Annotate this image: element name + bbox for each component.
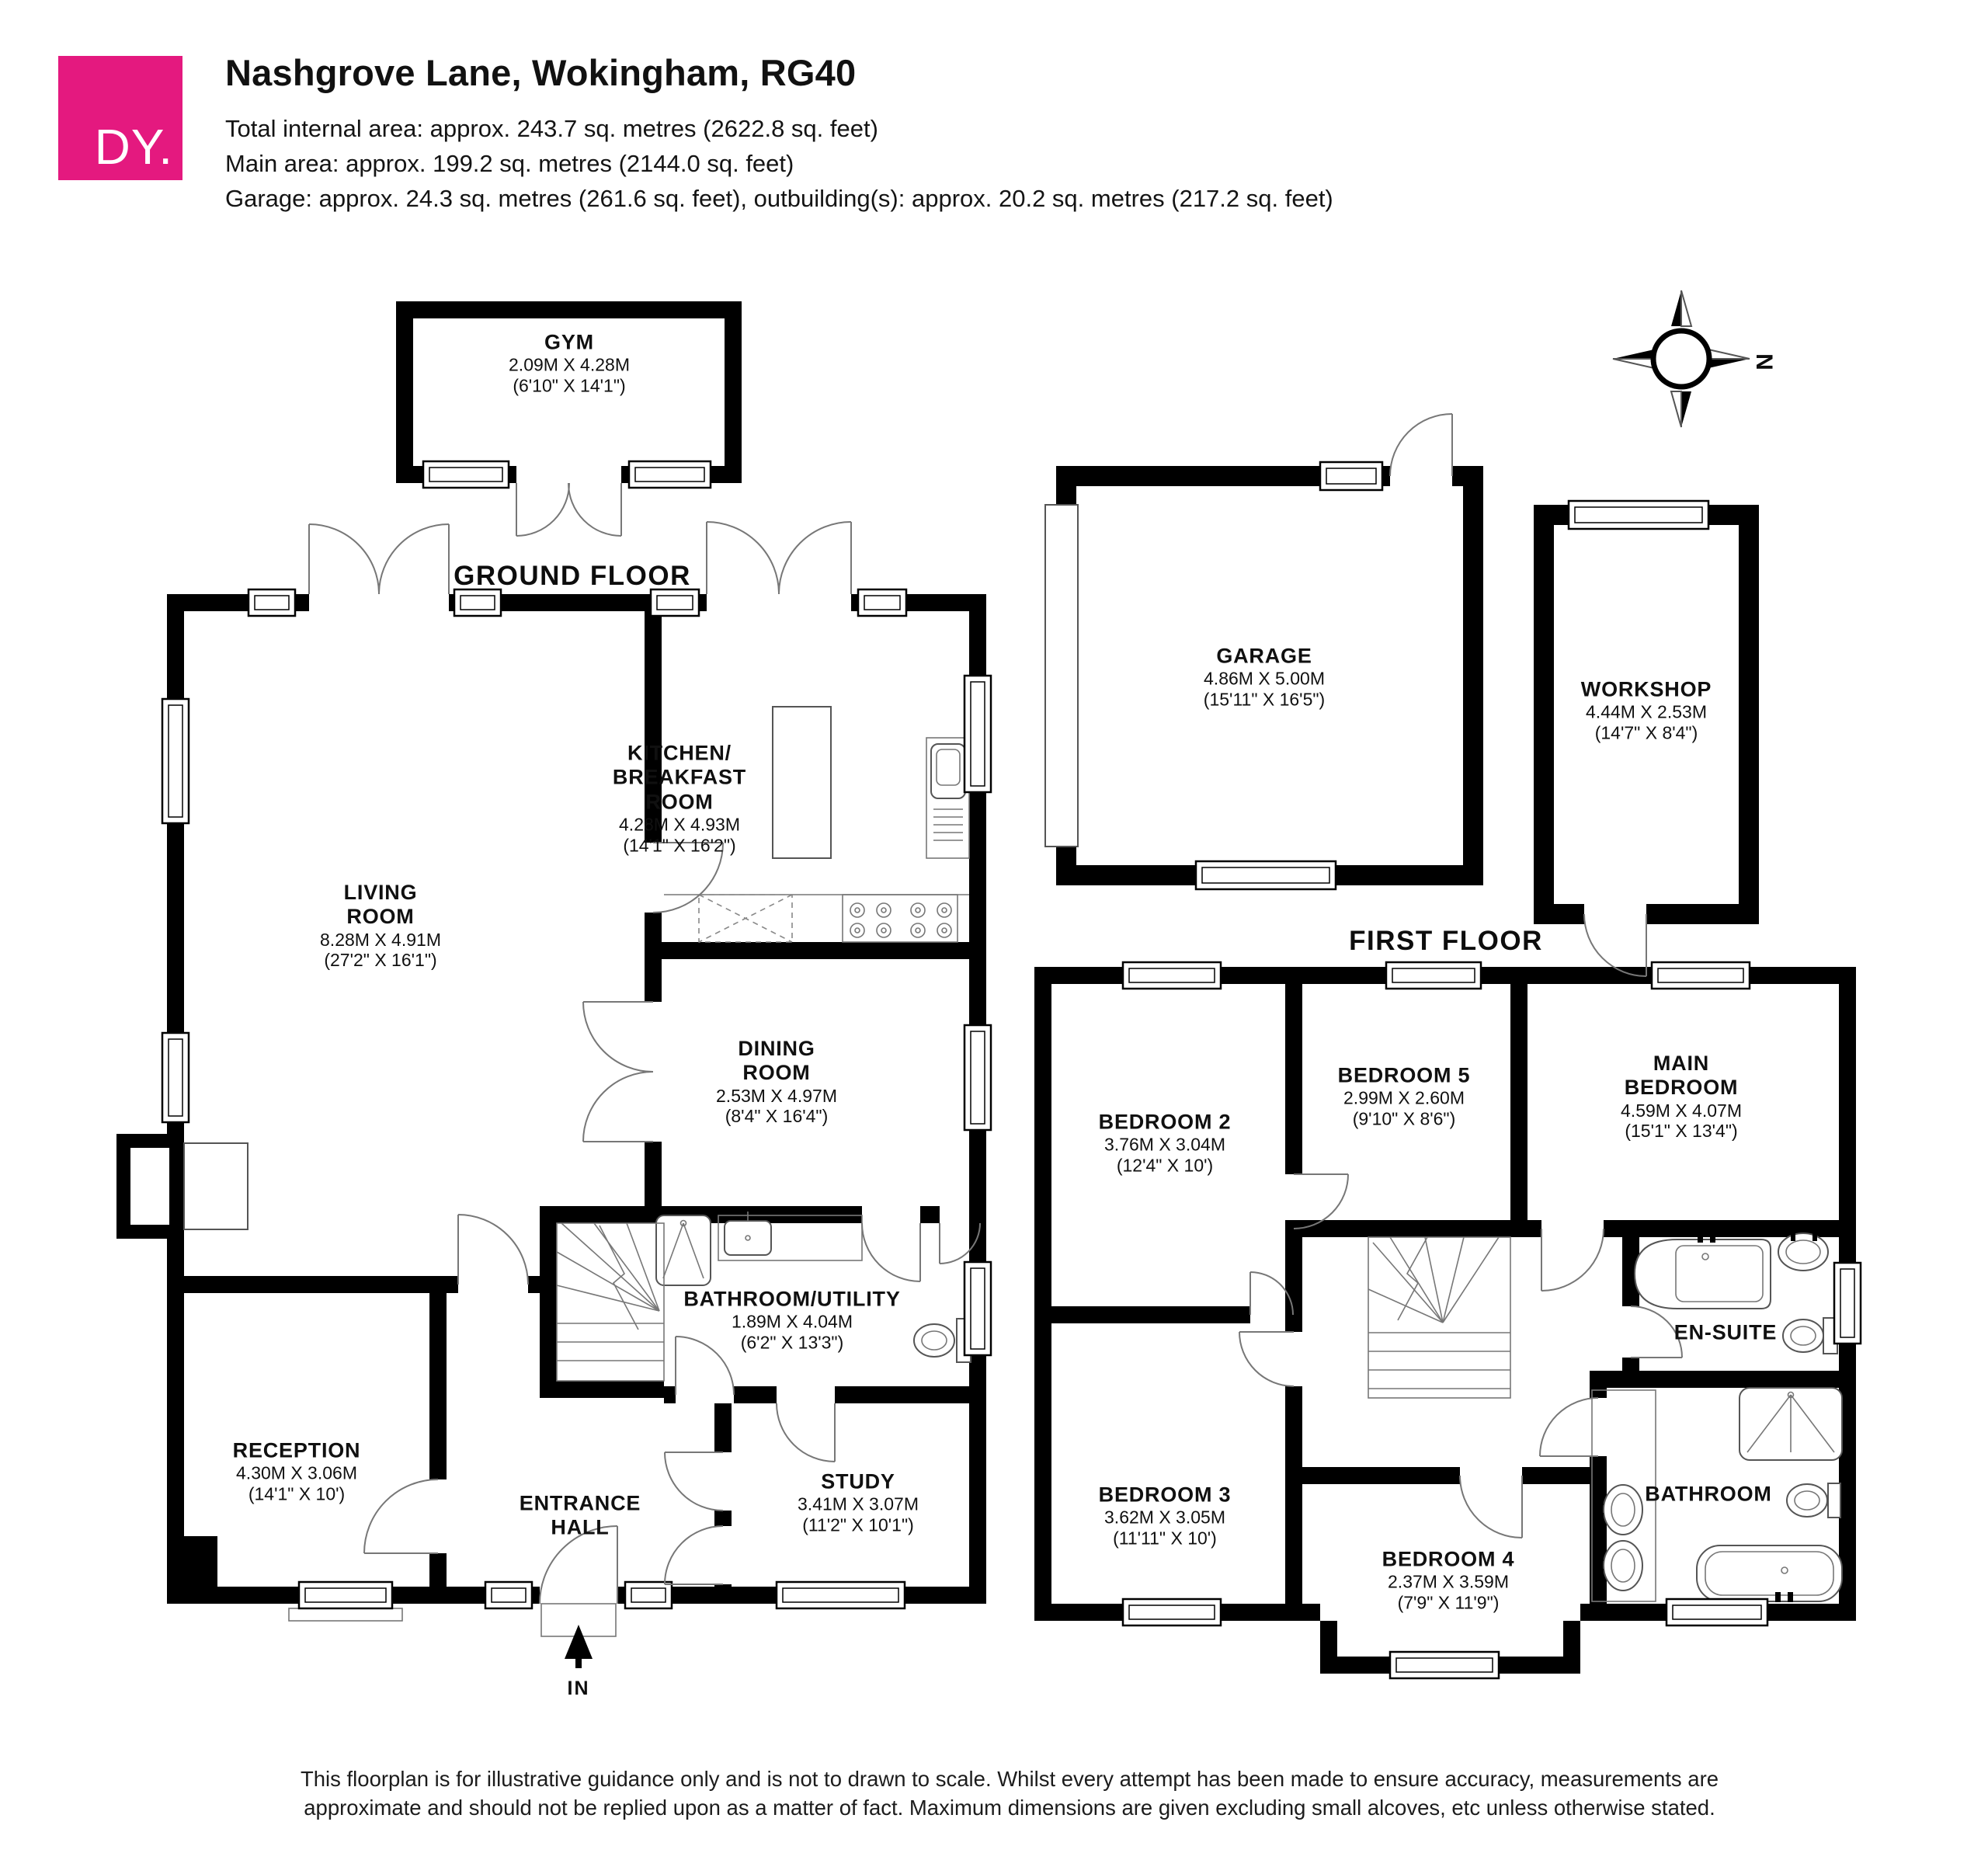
room-name: MAIN	[1653, 1052, 1710, 1076]
door-swing	[516, 483, 569, 536]
fireplace-hearth	[184, 1143, 248, 1229]
wall-segment	[969, 792, 986, 1025]
wall-segment	[1839, 984, 1856, 1263]
wall-segment	[1510, 984, 1527, 1237]
room-label-main-bedroom	[1621, 1052, 1742, 1142]
room-metric: 3.41M X 3.07M	[798, 1493, 919, 1514]
window	[162, 1033, 189, 1122]
wall-segment	[645, 913, 662, 959]
wall-segment	[396, 301, 742, 318]
room-name: LIVING	[343, 881, 418, 905]
window	[1834, 1263, 1861, 1344]
entrance-in-label: IN	[567, 1678, 590, 1699]
room-label-reception	[233, 1439, 361, 1505]
room-name: ROOM	[346, 905, 415, 929]
entrance-arrow-icon	[565, 1625, 593, 1668]
wall-segment	[645, 1142, 662, 1206]
door-swing	[458, 1215, 528, 1285]
wall-segment	[1302, 1467, 1460, 1484]
wall-segment	[969, 611, 986, 676]
room-metric: 4.30M X 3.06M	[236, 1462, 357, 1483]
dishwasher	[699, 895, 792, 942]
room-imperial: (14'1" X 10')	[248, 1483, 346, 1504]
wall-segment	[1510, 1220, 1541, 1237]
window	[1123, 1599, 1221, 1625]
room-label-bedroom4	[1382, 1548, 1515, 1614]
room-imperial: (27'2" X 16'1")	[324, 950, 437, 971]
door-swing	[862, 1223, 920, 1281]
wall-segment	[1534, 525, 1554, 924]
wall-segment	[429, 1293, 447, 1479]
room-name: GARAGE	[1216, 644, 1312, 668]
room-metric: 2.99M X 2.60M	[1343, 1087, 1465, 1108]
room-imperial: (15'1" X 13'4")	[1625, 1121, 1738, 1142]
wall-segment	[1382, 466, 1390, 486]
door-swing	[379, 524, 449, 594]
window	[1386, 962, 1481, 989]
total-area-line: Total internal area: approx. 243.7 sq. metres (2622.8 sq. feet)	[225, 115, 878, 142]
room-name: BEDROOM	[1624, 1076, 1739, 1100]
wall-segment	[1056, 486, 1076, 505]
room-name: RECEPTION	[232, 1438, 361, 1462]
ff-bath	[1697, 1545, 1842, 1602]
door-swing	[1239, 1332, 1294, 1386]
wall-segment	[540, 1381, 664, 1398]
room-label-living-room	[320, 881, 441, 971]
room-imperial: (11'2" X 10'1")	[802, 1514, 914, 1535]
disclaimer-line-2: approximate and should not be replied upon as a matter of fact. Maximum dimensions are given excluding small alcoves, etc unless otherwise stated.	[304, 1796, 1715, 1820]
garage-door-panel	[1045, 505, 1078, 847]
window	[858, 589, 906, 616]
wall-segment	[167, 1276, 447, 1293]
page-title: Nashgrove Lane, Wokingham, RG40	[225, 52, 857, 93]
brand-logo: DY.	[58, 56, 182, 180]
room-name: BREAKFAST	[612, 765, 747, 789]
room-label-study	[798, 1470, 919, 1536]
wall-segment	[1622, 1358, 1639, 1371]
room-label-workshop	[1581, 678, 1712, 744]
wall-segment	[447, 1276, 458, 1293]
room-metric: 1.89M X 4.04M	[732, 1311, 853, 1332]
wall-segment	[1056, 466, 1320, 486]
room-imperial: (15'11" X 16'5")	[1203, 689, 1326, 710]
disclaimer	[179, 1764, 1840, 1822]
window	[629, 461, 711, 488]
wall-segment	[1767, 1604, 1856, 1621]
compass-north-label: N	[1751, 353, 1777, 370]
wall-segment	[662, 942, 986, 959]
window	[625, 1582, 672, 1608]
wall-segment	[528, 1276, 557, 1293]
wall-segment	[835, 1386, 986, 1403]
room-label-bedroom3	[1099, 1483, 1232, 1549]
first-floor-heading: FIRST FLOOR	[1349, 926, 1543, 956]
room-label-garage	[1204, 645, 1325, 711]
wall-segment	[920, 1206, 940, 1223]
wall-segment	[1320, 1621, 1337, 1657]
window	[1123, 962, 1221, 989]
ground-floor-heading: GROUND FLOOR	[454, 561, 691, 591]
room-imperial: (6'10" X 14'1")	[513, 375, 626, 396]
room-imperial: (11'11" X 10')	[1113, 1528, 1217, 1549]
room-label-gym	[509, 331, 630, 397]
room-label-ensuite	[1674, 1320, 1777, 1344]
room-name: WORKSHOP	[1580, 677, 1712, 701]
window	[485, 1582, 532, 1608]
wall-segment	[1739, 505, 1759, 924]
room-name: BATHROOM/UTILITY	[683, 1287, 901, 1311]
door-swing	[1390, 414, 1452, 476]
room-imperial: (6'2" X 13'3")	[740, 1332, 844, 1353]
room-label-dining-room	[716, 1037, 837, 1127]
window	[248, 589, 295, 616]
wall-segment	[1221, 1604, 1320, 1621]
wall-segment	[1285, 984, 1302, 1174]
wall-segment	[532, 1587, 540, 1604]
room-label-entrance-hall	[520, 1492, 641, 1541]
room-label-bathroom-utility	[683, 1288, 900, 1354]
room-metric: 4.86M X 5.00M	[1204, 668, 1325, 689]
wall-segment	[1293, 1306, 1302, 1323]
wall-segment	[1285, 1323, 1302, 1332]
ensuite-sink	[1778, 1232, 1828, 1271]
window	[777, 1582, 905, 1608]
wall-segment	[1522, 1467, 1590, 1484]
wall-segment	[1221, 967, 1386, 984]
wall-segment	[711, 466, 742, 483]
kitchen-sink	[926, 738, 969, 858]
wall-segment	[621, 466, 629, 483]
room-imperial: (14'7" X 8'4")	[1594, 722, 1698, 743]
room-name: EN-SUITE	[1673, 1320, 1778, 1344]
kitchen-island	[773, 707, 831, 858]
wall-segment	[1534, 904, 1584, 924]
door-swing	[707, 522, 779, 594]
door-swing	[1460, 1476, 1522, 1538]
door-swing	[364, 1479, 438, 1553]
hob	[843, 895, 958, 942]
wall-segment	[295, 594, 309, 611]
room-name: DINING	[738, 1037, 815, 1061]
room-name: HALL	[551, 1516, 610, 1539]
room-metric: 3.62M X 3.05M	[1104, 1507, 1225, 1528]
wall-segment	[167, 611, 184, 699]
window	[1196, 861, 1336, 889]
wall-segment	[645, 959, 662, 1002]
wall-segment	[714, 1403, 732, 1452]
room-label-kitchen	[613, 741, 746, 855]
room-metric: 3.76M X 3.04M	[1104, 1134, 1225, 1155]
room-name: BEDROOM 3	[1098, 1483, 1232, 1507]
room-metric: 2.37M X 3.59M	[1388, 1571, 1509, 1592]
wall-segment	[509, 466, 516, 483]
ff-toilet	[1787, 1483, 1840, 1518]
window	[964, 1025, 991, 1130]
wall-segment	[980, 1206, 986, 1223]
wall-segment	[1750, 967, 1856, 984]
door-swing	[583, 1002, 653, 1072]
window	[454, 589, 501, 616]
window	[964, 676, 991, 792]
wall-segment	[1580, 1604, 1667, 1621]
room-label-bedroom5	[1338, 1064, 1471, 1130]
ensuite-bath	[1635, 1232, 1771, 1309]
window	[651, 589, 699, 616]
door-swing	[568, 483, 621, 536]
wall-segment	[1481, 967, 1652, 984]
wall-segment	[1320, 1657, 1390, 1674]
door-swing	[665, 1452, 723, 1511]
wall-segment	[617, 1587, 625, 1604]
room-name: STUDY	[821, 1469, 895, 1493]
ff-shower	[1740, 1388, 1842, 1460]
wall-segment	[851, 594, 858, 611]
wall-segment	[167, 823, 184, 1033]
wall-segment	[969, 1130, 986, 1262]
window	[1569, 501, 1708, 529]
wall-segment	[714, 1511, 732, 1526]
wall-segment	[200, 1587, 299, 1604]
door-swing	[665, 1526, 723, 1584]
room-name: ROOM	[645, 789, 714, 813]
wall-segment	[396, 301, 413, 483]
wall-segment	[1034, 1604, 1123, 1621]
ensuite-toilet	[1783, 1318, 1837, 1354]
gf-toilet	[914, 1319, 971, 1362]
room-name: ROOM	[742, 1061, 811, 1085]
wall-segment	[664, 1386, 676, 1403]
wall-segment	[1463, 466, 1483, 885]
wall-segment	[1534, 505, 1569, 525]
room-metric: 2.09M X 4.28M	[509, 354, 630, 375]
room-metric: 8.28M X 4.91M	[320, 929, 441, 950]
room-metric: 4.28M X 4.93M	[619, 814, 740, 835]
wall-segment	[714, 1584, 732, 1604]
wall-segment	[1034, 1306, 1250, 1323]
room-name: BEDROOM 5	[1337, 1063, 1471, 1087]
room-name: GYM	[544, 330, 594, 354]
door-swing	[777, 1403, 835, 1462]
room-metric: 4.59M X 4.07M	[1621, 1100, 1742, 1121]
door-swing	[779, 522, 851, 594]
room-name: BEDROOM 4	[1382, 1547, 1515, 1571]
window	[964, 1262, 991, 1355]
wall-segment	[734, 1386, 777, 1403]
room-metric: 2.53M X 4.97M	[716, 1085, 837, 1106]
room-name: KITCHEN/	[627, 741, 732, 765]
room-name: BEDROOM 2	[1098, 1110, 1232, 1134]
room-name: BATHROOM	[1645, 1482, 1772, 1506]
room-imperial: (7'9" X 11'9")	[1397, 1592, 1500, 1613]
wall-segment	[167, 1122, 184, 1134]
window	[1320, 462, 1382, 490]
window	[1390, 1652, 1499, 1678]
wall-segment	[906, 594, 986, 611]
door-swing	[1540, 1398, 1598, 1456]
wall-segment	[429, 1553, 447, 1587]
reception-bay-sill	[289, 1608, 402, 1621]
room-metric: 4.44M X 2.53M	[1586, 701, 1707, 722]
wall-segment	[1034, 967, 1123, 984]
room-label-bedroom2	[1099, 1111, 1232, 1177]
wall-segment	[699, 594, 707, 611]
wall-segment	[1034, 984, 1051, 1604]
room-imperial: (9'10" X 8'6")	[1352, 1108, 1456, 1129]
window	[423, 461, 509, 488]
wall-segment	[1646, 904, 1759, 924]
window	[1652, 962, 1750, 989]
wall-segment	[1590, 1371, 1839, 1388]
door-swing	[583, 1072, 653, 1142]
ff-stairs	[1368, 1237, 1510, 1398]
wall-segment	[392, 1587, 485, 1604]
room-name: ENTRANCE	[519, 1491, 641, 1515]
room-imperial: (14'1" X 16'2")	[623, 834, 736, 855]
wall-segment	[1302, 1220, 1510, 1237]
wall-segment	[540, 1223, 557, 1398]
main-area-line: Main area: approx. 199.2 sq. metres (2144.0 sq. feet)	[225, 150, 794, 177]
room-imperial: (12'4" X 10')	[1116, 1155, 1214, 1176]
room-imperial: (8'4" X 16'4")	[725, 1106, 829, 1127]
window	[162, 699, 189, 823]
window	[1667, 1599, 1767, 1625]
disclaimer-line-1: This floorplan is for illustrative guidance only and is not to drawn to scale. Whilst every attempt has been made to ensure accuracy, measurements are	[300, 1767, 1719, 1791]
compass-icon	[1613, 290, 1777, 427]
wall-segment	[1499, 1657, 1580, 1674]
window	[299, 1582, 392, 1608]
wall-segment	[1563, 1621, 1580, 1657]
garage-area-line: Garage: approx. 24.3 sq. metres (261.6 sq. feet), outbuilding(s): approx. 20.2 sq. metres (217.2 sq. feet)	[225, 185, 1333, 212]
gf-stairs	[557, 1223, 664, 1381]
wall-segment	[725, 301, 742, 483]
wall-segment	[501, 594, 651, 611]
wall-segment	[396, 466, 423, 483]
wall-segment	[167, 594, 248, 611]
wall-segment	[1336, 865, 1483, 885]
wall-segment	[1604, 1220, 1622, 1237]
door-swing	[1541, 1229, 1604, 1291]
fireplace-recess	[130, 1148, 169, 1225]
wall-segment	[1285, 1386, 1302, 1604]
room-label-bathroom-ff	[1645, 1482, 1771, 1506]
wall-segment	[1056, 865, 1196, 885]
door-swing	[309, 524, 379, 594]
